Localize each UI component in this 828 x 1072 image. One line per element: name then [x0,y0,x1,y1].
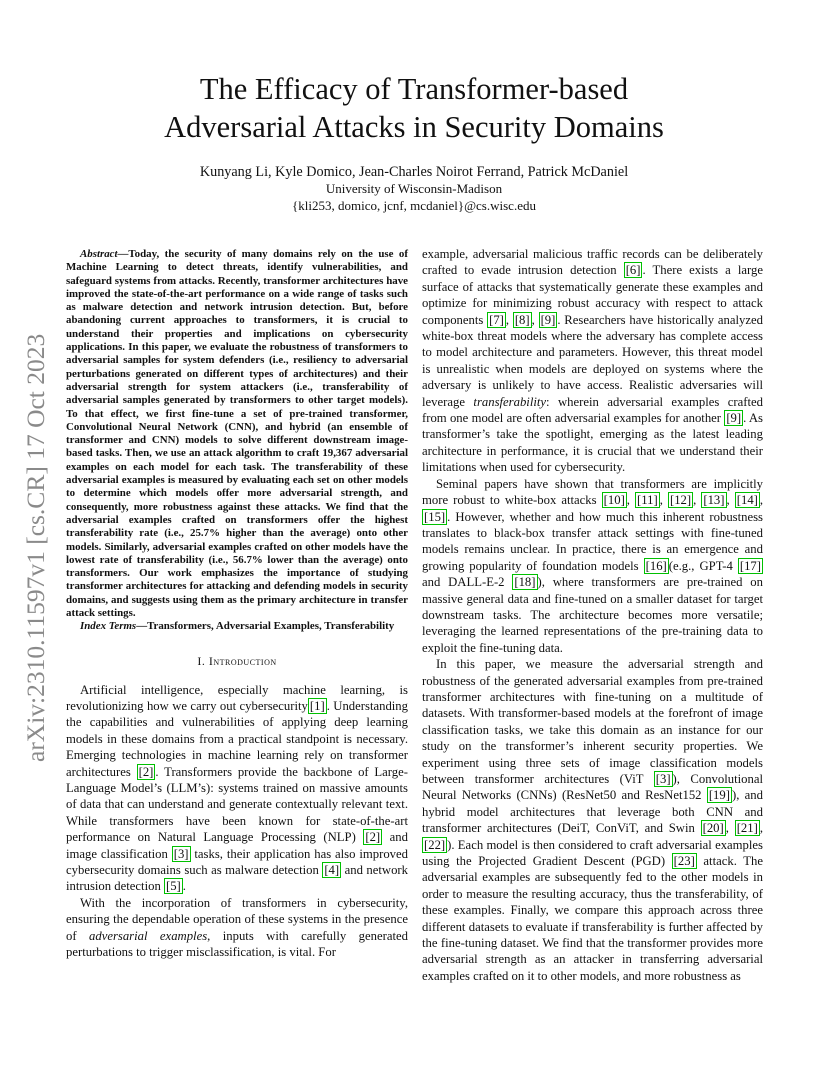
citation-link[interactable]: [21] [736,821,758,836]
index-terms-lead: Index Terms [80,620,137,633]
citation-link[interactable]: [20] [702,821,724,836]
citation-link[interactable]: [18] [514,575,536,590]
citation-link[interactable]: [13] [703,493,725,508]
citation-link[interactable]: [17] [739,558,761,573]
paper-title [80,70,748,146]
citation-link[interactable]: [9] [540,312,556,327]
intro-paragraph-1: Artificial intelligence, especially machine learning, is revolutionizing how we carry out cybersecurity [1] . Understanding the capabilities and vulnerabilities of applying deep learning models in these domains from a practical standpoint is necessary. Emerging technologies in machine learning rely on transformer architectures [2] . Transformers provide the backbone of Large-Language Model’s (LLM’s): systems trained on massive amounts of data that can understand and generate contextually relevant text. While transformers have been known for state-of-the-art performance on Natural Language Processing (NLP) [2] and image classification [3] tasks, their application has also improved cybersecurity domains such as malware detection [4] and network intrusion detection [5] . [66,682,409,894]
citation-link[interactable]: [5] [165,879,181,894]
citation-link[interactable]: [7] [489,312,504,327]
right-column [422,246,763,984]
citation-link[interactable]: [12] [669,493,692,508]
intro-left-body [66,682,408,961]
citation-link[interactable]: [23] [673,854,695,869]
arxiv-stamp: arXiv:2310.11597v1 [cs.CR] 17 Oct 2023 [21,333,50,762]
abstract-text: —Today, the security of many domains rely on the use of Machine Learning to detect threats, identify vulnerabilities, and safeguard systems from attacks. Recently, transformer architectures have improved the state-of-the-art performance on a wide range of tasks such as malware detection and network intrusion detection. But, before abandoning current approaches to transformers, it is crucial to understand their properties and implications on cybersecurity applications. In this paper, we evaluate the robustness of transformers to adversarial samples for system defenders (i.e., resiliency to adversarial perturbations generated on different types of architectures) and their adversarial strength for system attackers (i.e., transferability of adversarial samples generated by transformers to other target models). To that effect, we first fine-tune a set of pre-trained transformer, Convolutional Neural Network (CNN), and hybrid (an ensemble of transformer and CNN) models to solve different downstream image-based tasks. Then, we use an attack algorithm to craft 19,367 adversarial examples on each model for each task. The transferability of these adversarial examples is measured by evaluating each set on other models to determine which models offer more adversarial strength, and consequently, more robustness against these attacks. We find that the adversarial examples crafted on transformers offer the highest transferability rate (i.e., 25.7% higher than the average) onto other models. Similarly, adversarial examples crafted on other models have the lowest rate of transferability (i.e., 56.7% lower than the average) onto transformers. Our work emphasizes the importance of studying transformer architectures for attacking and defending models in security domains, and suggests using them as the primary architecture in transfer attack settings. [66,248,408,620]
citation-link[interactable]: [22] [424,837,446,852]
intro-paragraph-2-cont: example, adversarial malicious traffic records can be deliberately crafted to evade intrusion detection [6] . There exists a large surface of attacks that systematically generate these examples and optimize for minimizing robust accuracy with respect to attack components [7] , [8] , [9] . Researchers have historically analyzed white-box threat models where the adversary has complete access to model architecture and parameters. However, this threat model is unrealistic when models are deployed on systems where the adversary is unlikely to have access. Realistic adversaries will leverage transferability: wherein adversarial examples crafted from one model are often adversarial examples for another [9] . As transformer’s take the spotlight, emerging as the latest leading architecture in performance, it is crucial that we understand their limitations when used for cybersecurity. [422,247,763,475]
left-column [66,248,408,961]
intro-paragraph-4: In this paper, we measure the adversarial strength and robustness of the generated adversarial examples from pre-trained transformer architectures with fine-tuning on a multitude of datasets. With transformer-based models at the forefront of image classification tasks, we take this domain as an instance for our study on the transformer’s inherent security properties. We experiment using three sets of image classification models between transformer architectures (ViT [3] ), Convolutional Neural Networks (CNNs) (ResNet50 and ResNet152 [19] ), and hybrid model architectures that leverage both CNN and transformer architectures (DeiT, ConViT, and Swin [20] , [21] , [22] ). Each model is then considered to craft adversarial examples using the Projected Gradient Descent (PGD) [23] attack. The adversarial examples are subsequently fed to the other models in order to measure the resulting accuracy, thus the transferability, of these examples. Finally, we compare this approach across three different datasets to evaluate if transferability is further affected by the fine-tuning dataset. We find that the transformer provides more adversarial strength as an attacker in transferring adversarial examples crafted on it to other models, and more robustness as [422,657,763,983]
abstract-lead: Abstract [80,248,118,260]
index-terms-text: —Transformers, Adversarial Examples, Transferability [136,620,395,633]
index-terms [66,620,408,633]
section-number: I. [197,653,206,668]
intro-paragraph-3: Seminal papers have shown that transformers are implicitly more robust to white-box attacks [10] , [11] , [12] , [13] , [14] , [15] . However, whether and how much this inherent robustness translates to black-box transfer attack settings with fine-tuned models remains unclear. In practice, there is an emergence and growing popularity of foundation models [16] (e.g., GPT-4 [17] and DALL-E-2 [18] ), where transformers are pre-trained on massive general data and fine-tuned on a smaller dataset for target downstream tasks. The architecture becomes more versatile; leveraging the learned representations of the pre-training data to exploit the fine-tuning data. [422,476,764,655]
section-heading [66,654,408,668]
citation-link[interactable]: [2] [138,764,154,779]
citation-link[interactable]: [15] [424,509,446,524]
citation-link[interactable]: [1] [309,699,325,714]
intro-paragraph-2: With the incorporation of transformers in cybersecurity, ensuring the dependable operation of these systems in the presence of adversarial examples, inputs with carefully generated perturbations to trigger misclassification, is vital. For [66,895,408,960]
email-addresses: {kli253, domico, jcnf, mcdaniel}@cs.wisc.edu [292,198,536,213]
citation-link[interactable]: [8] [514,312,530,327]
citation-link[interactable]: [2] [365,830,381,845]
citation-link[interactable]: [16] [645,558,667,573]
citation-link[interactable]: [19] [708,788,730,803]
citation-link[interactable]: [10] [603,493,625,508]
affiliation: University of Wisconsin-Madison [325,181,503,196]
citation-link[interactable]: [3] [173,846,189,861]
citation-link[interactable]: [6] [625,263,641,278]
citation-link[interactable]: [4] [324,863,340,878]
author-list: Kunyang Li, Kyle Domico, Jean-Charles Noirot Ferrand, Patrick McDaniel [199,164,629,180]
title-line-1: The Efficacy of Transformer-based [199,72,629,106]
title-line-2: Adversarial Attacks in Security Domains [164,110,664,144]
section-title: Introduction [208,653,277,668]
citation-link[interactable]: [11] [637,493,658,508]
citation-link[interactable]: [3] [655,772,671,786]
citation-link[interactable]: [9] [726,411,742,426]
abstract [66,248,408,620]
citation-link[interactable]: [14] [736,493,758,508]
